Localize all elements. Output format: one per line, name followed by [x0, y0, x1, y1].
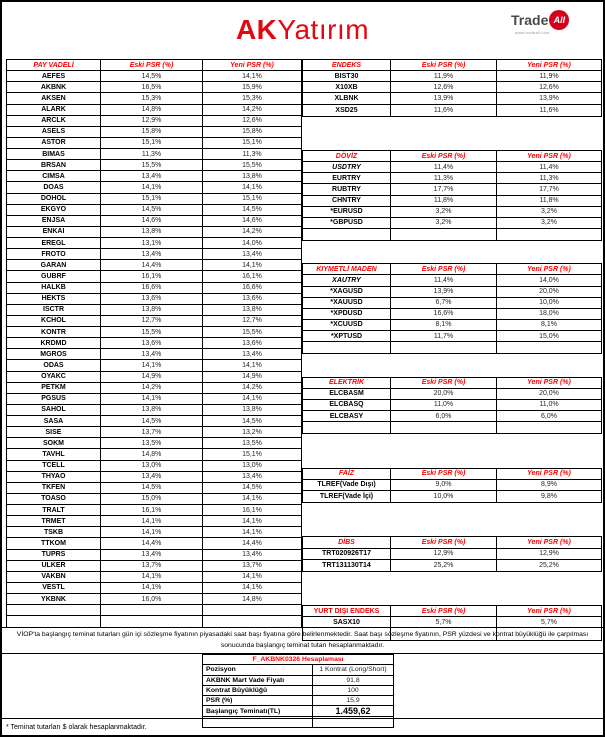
- col-header-eski-psr: Eski PSR (%): [391, 469, 497, 480]
- yeni-psr-value: 14,5%: [203, 416, 301, 427]
- eski-psr-value: 16,1%: [101, 271, 203, 282]
- yeni-psr-value: 12,6%: [203, 116, 301, 127]
- col-header-yeni-psr: Yeni PSR (%): [497, 60, 601, 71]
- yeni-psr-value: 13,4%: [203, 349, 301, 360]
- instrument-name: TRT131130T14: [303, 560, 391, 571]
- eski-psr-value: 16,6%: [391, 309, 497, 320]
- yeni-psr-value: 15,9%: [203, 82, 301, 93]
- instrument-name: ISCTR: [7, 305, 101, 316]
- instrument-name: BRSAN: [7, 160, 101, 171]
- instrument-name: VAKBN: [7, 572, 101, 583]
- eski-psr-value: 14,1%: [101, 572, 203, 583]
- eski-psr-value: 14,1%: [101, 360, 203, 371]
- instrument-name: SOKM: [7, 438, 101, 449]
- section-endeks: [302, 59, 602, 117]
- eski-psr-value: 6,7%: [391, 298, 497, 309]
- col-header-eski-psr: Eski PSR (%): [101, 60, 203, 71]
- empty-cell: [101, 616, 203, 627]
- eski-psr-value: 11,4%: [391, 275, 497, 286]
- yeni-psr-value: 20,0%: [497, 287, 601, 298]
- section-faiz: [302, 468, 602, 503]
- eski-psr-value: 14,8%: [101, 105, 203, 116]
- instrument-name: DOHOL: [7, 194, 101, 205]
- yeni-psr-value: 9,8%: [541, 492, 557, 500]
- col-header-yeni-psr: Yeni PSR (%): [497, 264, 601, 275]
- instrument-name: *XPTUSD: [303, 331, 391, 342]
- eski-psr-value: 13,8%: [101, 305, 203, 316]
- yeni-psr-value: 15,1%: [203, 194, 301, 205]
- yeni-psr-value: 13,4%: [203, 550, 301, 561]
- yeni-psr-value: 15,1%: [203, 138, 301, 149]
- instrument-name: *XAGUSD: [303, 287, 391, 298]
- eski-psr-value: 11,3%: [101, 149, 203, 160]
- empty-cell: [497, 422, 601, 433]
- yeni-psr-value: 14,4%: [203, 538, 301, 549]
- instrument-name: SAHOL: [7, 405, 101, 416]
- eski-psr-value: 13,9%: [391, 93, 497, 104]
- right-sections-column: [302, 59, 602, 641]
- section-pay-vadeli: [6, 59, 302, 628]
- yeni-psr-value: 14,1%: [203, 572, 301, 583]
- empty-cell: [391, 229, 497, 240]
- yeni-psr-value: 13,5%: [203, 438, 301, 449]
- instrument-name: TLREF(Vade Dışı): [303, 480, 391, 491]
- calc-label: Pozisyon: [203, 665, 313, 675]
- calc-value: 1 Kontrat (Long/Short): [313, 665, 393, 675]
- yeni-psr-value: 20,0%: [497, 389, 601, 400]
- calc-label: AKBNK Mart Vade Fiyatı: [203, 676, 313, 686]
- yeni-psr-value: 15,3%: [203, 93, 301, 104]
- col-header-yeni-psr: Yeni PSR (%): [497, 537, 601, 548]
- yeni-psr-value: 5,7%: [497, 617, 601, 628]
- col-header-eski-psr: Eski PSR (%): [391, 606, 497, 617]
- instrument-name: SISE: [7, 427, 101, 438]
- yeni-psr-value: 14,1%: [203, 394, 301, 405]
- section-title-elektrik: ELEKTRİK: [303, 378, 391, 389]
- section-elektrik: [302, 377, 602, 435]
- instrument-name: DOAS: [7, 182, 101, 193]
- eski-psr-value: 15,0%: [101, 494, 203, 505]
- yeni-psr-value: 14,6%: [203, 216, 301, 227]
- eski-psr-value: 3,2%: [391, 207, 497, 218]
- yeni-psr-value: 14,5%: [203, 205, 301, 216]
- yeni-psr-value: 13,9%: [497, 93, 601, 104]
- eski-psr-value: 13,4%: [101, 249, 203, 260]
- instrument-name: ULKER: [7, 561, 101, 572]
- section-title-doviz: DÖVİZ: [303, 151, 391, 162]
- yeni-psr-value: 14,1%: [203, 494, 301, 505]
- instrument-name: TRALT: [7, 505, 101, 516]
- yeni-psr-value: 14,1%: [203, 516, 301, 527]
- section-title-endeks: ENDEKS: [303, 60, 391, 71]
- empty-cell: [303, 342, 391, 353]
- eski-psr-value: 14,2%: [101, 383, 203, 394]
- instrument-name: VESTL: [7, 583, 101, 594]
- instrument-name: HEKTS: [7, 294, 101, 305]
- yeni-psr-value: 14,9%: [203, 372, 301, 383]
- instrument-name: CIMSA: [7, 171, 101, 182]
- eski-psr-value: 11,8%: [391, 196, 497, 207]
- eski-psr-value: 14,5%: [101, 205, 203, 216]
- eski-psr-value: 12,7%: [101, 316, 203, 327]
- instrument-name: USDTRY: [303, 162, 391, 173]
- col-header-yeni-psr: Yeni PSR (%): [203, 60, 301, 71]
- eski-psr-value: 14,1%: [101, 516, 203, 527]
- instrument-name: XLBNK: [303, 93, 391, 104]
- section-title-yurt-disi-endeks: YURT DIŞI ENDEKS: [303, 606, 391, 617]
- eski-psr-value: 12,9%: [391, 549, 497, 560]
- col-header-yeni-psr: Yeni PSR (%): [497, 606, 601, 617]
- yeni-psr-value: 14,1%: [203, 360, 301, 371]
- yeni-psr-value: 14,1%: [203, 527, 301, 538]
- yeni-psr-value: 15,0%: [497, 331, 601, 342]
- yeni-psr-value: 13,6%: [203, 338, 301, 349]
- calc-value: 91,8: [313, 676, 393, 686]
- eski-psr-value: 8,1%: [391, 320, 497, 331]
- instrument-name: ELCBASQ: [303, 400, 391, 411]
- yeni-psr-value: 16,6%: [203, 283, 301, 294]
- eski-psr-value: 15,5%: [101, 160, 203, 171]
- yeni-psr-value: 13,7%: [203, 561, 301, 572]
- instrument-name: TTKOM: [7, 538, 101, 549]
- instrument-name: TAVHL: [7, 449, 101, 460]
- instrument-name: ODAS: [7, 360, 101, 371]
- col-header-eski-psr: Eski PSR (%): [391, 264, 497, 275]
- eski-psr-value: 14,5%: [101, 483, 203, 494]
- instrument-name: *XPDUSD: [303, 309, 391, 320]
- yeni-psr-value: 14,0%: [203, 238, 301, 249]
- instrument-name: TKFEN: [7, 483, 101, 494]
- eski-psr-value: 15,5%: [101, 327, 203, 338]
- instrument-name: ELCBASY: [303, 411, 391, 422]
- instrument-name: EURTRY: [303, 173, 391, 184]
- eski-psr-value: 14,1%: [101, 182, 203, 193]
- calc-value: 1.459,62: [313, 706, 393, 716]
- calc-value: 15,9: [313, 696, 393, 706]
- instrument-name: *XAUUSD: [303, 298, 391, 309]
- instrument-name: TLREF(Vade İçi): [303, 491, 391, 502]
- yeni-psr-value: 12,9%: [497, 549, 601, 560]
- eski-psr-value: 14,6%: [101, 216, 203, 227]
- instrument-name: XAUTRY: [303, 275, 391, 286]
- eski-psr-value: 12,9%: [101, 116, 203, 127]
- instrument-name: XSD25: [303, 105, 391, 116]
- yeni-psr-value: 14,1%: [203, 583, 301, 594]
- yeni-psr-value: 13,8%: [203, 405, 301, 416]
- yeni-psr-value: 16,1%: [203, 271, 301, 282]
- empty-cell: [497, 342, 601, 353]
- col-header-eski-psr: Eski PSR (%): [391, 151, 497, 162]
- instrument-name: ASTOR: [7, 138, 101, 149]
- instrument-name: GUBRF: [7, 271, 101, 282]
- yeni-psr-value: 18,0%: [497, 309, 601, 320]
- calc-label: PSR (%): [203, 696, 313, 706]
- yeni-psr-value: 11,0%: [497, 400, 601, 411]
- empty-cell: [7, 616, 101, 627]
- eski-psr-value: 13,4%: [101, 550, 203, 561]
- section-dibs: [302, 536, 602, 571]
- eski-psr-value: 16,6%: [101, 283, 203, 294]
- yeni-psr-value: 14,8%: [203, 594, 301, 605]
- yeni-psr-value: 15,1%: [203, 449, 301, 460]
- eski-psr-value: 11,9%: [391, 71, 497, 82]
- eski-psr-value: 16,1%: [101, 505, 203, 516]
- instrument-name: TCELL: [7, 461, 101, 472]
- instrument-name: X10XB: [303, 82, 391, 93]
- empty-cell: [391, 342, 497, 353]
- tradeall-url: www.tradeall.com: [515, 30, 550, 35]
- section-title-kiymetli-maden: KIYMETLİ MADEN: [303, 264, 391, 275]
- yeni-psr-value: 14,1%: [203, 182, 301, 193]
- usd-margin-footnote: * Teminat tutarları $ olarak hesaplanmaktadır.: [2, 718, 603, 735]
- tradeall-trade-text: Trade: [511, 12, 549, 28]
- eski-psr-value: 16,0%: [101, 594, 203, 605]
- eski-psr-value: 9,0%: [391, 480, 497, 491]
- empty-cell: [497, 229, 601, 240]
- empty-cell: [303, 422, 391, 433]
- section-doviz: [302, 150, 602, 241]
- yeni-psr-value: 13,8%: [203, 305, 301, 316]
- instrument-name: RUBTRY: [303, 184, 391, 195]
- eski-psr-value: 13,6%: [101, 338, 203, 349]
- instrument-name: ELCBASM: [303, 389, 391, 400]
- col-header-eski-psr: Eski PSR (%): [391, 537, 497, 548]
- eski-psr-value: 13,0%: [101, 461, 203, 472]
- eski-psr-value: 15,8%: [101, 127, 203, 138]
- eski-psr-value: 11,4%: [391, 162, 497, 173]
- yeni-psr-value: 14,1%: [203, 260, 301, 271]
- eski-psr-value: 11,7%: [391, 331, 497, 342]
- instrument-name: *XCUUSD: [303, 320, 391, 331]
- section-title-faiz: FAİZ: [303, 469, 391, 480]
- page-header: [2, 2, 603, 57]
- logo-ak-text: AK: [235, 14, 278, 45]
- eski-psr-value: 13,8%: [101, 405, 203, 416]
- yeni-psr-value: 8,1%: [497, 320, 601, 331]
- instrument-name: HALKB: [7, 283, 101, 294]
- instrument-name: BIST30: [303, 71, 391, 82]
- instrument-name: SASA: [7, 416, 101, 427]
- instrument-name: AEFES: [7, 71, 101, 82]
- yeni-psr-value: 13,4%: [203, 249, 301, 260]
- eski-psr-value: 11,0%: [391, 400, 497, 411]
- empty-cell: [7, 605, 101, 616]
- eski-psr-value: 12,6%: [391, 82, 497, 93]
- eski-psr-value: 14,5%: [101, 416, 203, 427]
- eski-psr-value: 14,4%: [101, 260, 203, 271]
- eski-psr-value: 13,1%: [101, 238, 203, 249]
- empty-cell: [391, 422, 497, 433]
- yeni-psr-value: 14,1%: [203, 71, 301, 82]
- eski-psr-value: 14,1%: [101, 527, 203, 538]
- eski-psr-value: 15,1%: [101, 138, 203, 149]
- eski-psr-value: 14,8%: [101, 449, 203, 460]
- yeni-psr-value: 11,9%: [497, 71, 601, 82]
- yeni-psr-value: 16,1%: [203, 505, 301, 516]
- instrument-name: AKBNK: [7, 82, 101, 93]
- instrument-name: TOASO: [7, 494, 101, 505]
- yeni-psr-value: 11,8%: [497, 196, 601, 207]
- eski-psr-value: 14,5%: [101, 71, 203, 82]
- empty-cell: [203, 605, 301, 616]
- instrument-name: PGSUS: [7, 394, 101, 405]
- yeni-psr-value: 11,6%: [539, 106, 559, 114]
- instrument-name: CHNTRY: [303, 196, 391, 207]
- yeni-psr-value: 25,2%: [539, 561, 559, 569]
- yeni-psr-value: 3,2%: [497, 207, 601, 218]
- eski-psr-value: 13,4%: [101, 472, 203, 483]
- eski-psr-value: 5,7%: [391, 617, 497, 628]
- calc-value: 100: [313, 686, 393, 696]
- eski-psr-value: 15,1%: [101, 194, 203, 205]
- eski-psr-value: 14,1%: [101, 583, 203, 594]
- instrument-name: *GBPUSD: [303, 218, 391, 229]
- instrument-name: KCHOL: [7, 316, 101, 327]
- eski-psr-value: 13,7%: [101, 561, 203, 572]
- instrument-name: MGROS: [7, 349, 101, 360]
- eski-psr-value: 13,4%: [101, 171, 203, 182]
- yeni-psr-value: 14,2%: [203, 383, 301, 394]
- yeni-psr-value: 14,2%: [203, 227, 301, 238]
- yeni-psr-value: 13,4%: [203, 472, 301, 483]
- instrument-name: YKBNK: [7, 594, 101, 605]
- col-header-yeni-psr: Yeni PSR (%): [497, 469, 601, 480]
- empty-cell: [303, 229, 391, 240]
- eski-psr-value: 10,0%: [391, 491, 497, 502]
- yeni-psr-value: 11,3%: [203, 149, 301, 160]
- instrument-name: ENJSA: [7, 216, 101, 227]
- yeni-psr-value: 11,4%: [497, 162, 601, 173]
- yeni-psr-value: 12,6%: [497, 82, 601, 93]
- yeni-psr-value: 14,0%: [497, 275, 601, 286]
- eski-psr-value: 17,7%: [391, 184, 497, 195]
- yeni-psr-value: 17,7%: [497, 184, 601, 195]
- yeni-psr-value: 13,8%: [203, 171, 301, 182]
- instrument-name: KONTR: [7, 327, 101, 338]
- yeni-psr-value: 11,3%: [497, 173, 601, 184]
- eski-psr-value: 16,5%: [101, 82, 203, 93]
- eski-psr-value: 13,7%: [101, 427, 203, 438]
- eski-psr-value: 14,4%: [101, 538, 203, 549]
- calc-title: F_AKBNK0326 Hesaplaması: [203, 655, 393, 665]
- logo-yatirim-text: Yatırım: [277, 14, 370, 45]
- calc-label: Başlangıç Teminatı(TL): [203, 706, 313, 716]
- yeni-psr-value: 15,5%: [203, 327, 301, 338]
- col-header-eski-psr: Eski PSR (%): [391, 60, 497, 71]
- eski-psr-value: 13,5%: [101, 438, 203, 449]
- yeni-psr-value: 13,2%: [203, 427, 301, 438]
- eski-psr-value: 13,4%: [101, 349, 203, 360]
- instrument-name: EKGYO: [7, 205, 101, 216]
- yeni-psr-value: 10,0%: [497, 298, 601, 309]
- yeni-psr-value: 13,6%: [203, 294, 301, 305]
- yeni-psr-value: 6,0%: [497, 411, 601, 422]
- tradeall-logo: [511, 10, 591, 35]
- instrument-name: PETKM: [7, 383, 101, 394]
- empty-cell: [203, 616, 301, 627]
- instrument-name: SASX10: [303, 617, 391, 628]
- instrument-name: KRDMD: [7, 338, 101, 349]
- instrument-name: TSKB: [7, 527, 101, 538]
- instrument-name: TUPRS: [7, 550, 101, 561]
- yeni-psr-value: 13,0%: [203, 461, 301, 472]
- eski-psr-value: 25,2%: [391, 560, 497, 571]
- eski-psr-value: 13,9%: [391, 287, 497, 298]
- instrument-name: TRT020926T17: [303, 549, 391, 560]
- instrument-name: ALARK: [7, 105, 101, 116]
- col-header-yeni-psr: Yeni PSR (%): [497, 378, 601, 389]
- yeni-psr-value: 14,2%: [203, 105, 301, 116]
- yeni-psr-value: 12,7%: [203, 316, 301, 327]
- instrument-name: THYAO: [7, 472, 101, 483]
- instrument-name: OYAKC: [7, 372, 101, 383]
- col-header-eski-psr: Eski PSR (%): [391, 378, 497, 389]
- section-kiymetli-maden: [302, 263, 602, 354]
- akbnk-calculation-table: [202, 654, 394, 728]
- section-title-dibs: DİBS: [303, 537, 391, 548]
- instrument-name: AKSEN: [7, 93, 101, 104]
- eski-psr-value: 15,3%: [101, 93, 203, 104]
- eski-psr-value: 11,6%: [391, 105, 497, 116]
- yeni-psr-value: 8,9%: [497, 480, 601, 491]
- instrument-name: *EURUSD: [303, 207, 391, 218]
- instrument-name: TRMET: [7, 516, 101, 527]
- instrument-name: GARAN: [7, 260, 101, 271]
- yeni-psr-value: 3,2%: [497, 218, 601, 229]
- instrument-name: ASELS: [7, 127, 101, 138]
- margin-explanation-note: VİOP'ta başlangıç teminat tutarları gün içi sözleşme fiyatının piyasadaki saat başı fiyatına göre belirlenmektedir. Saat başı sözleşme fiyatının, PSR yüzdesi ve kontrat büyüklüğü ile çarpılması sonucunda başlangıç teminat tutarı hesaplanmaktadır.: [2, 627, 603, 654]
- eski-psr-value: 14,9%: [101, 372, 203, 383]
- eski-psr-value: 13,6%: [101, 294, 203, 305]
- eski-psr-value: 13,8%: [101, 227, 203, 238]
- eski-psr-value: 6,0%: [391, 411, 497, 422]
- instrument-name: ENKAI: [7, 227, 101, 238]
- col-header-yeni-psr: Yeni PSR (%): [497, 151, 601, 162]
- yeni-psr-value: 15,8%: [203, 127, 301, 138]
- calc-label: Kontrat Büyüklüğü: [203, 686, 313, 696]
- eski-psr-value: 14,1%: [101, 394, 203, 405]
- yeni-psr-value: 15,5%: [203, 160, 301, 171]
- eski-psr-value: 3,2%: [391, 218, 497, 229]
- empty-cell: [101, 605, 203, 616]
- section-title-pay-vadeli: PAY VADELİ: [7, 60, 101, 71]
- tradeall-all-badge: All: [549, 10, 569, 30]
- pay-vadeli-column: [6, 59, 302, 628]
- yeni-psr-value: 14,5%: [203, 483, 301, 494]
- eski-psr-value: 20,0%: [391, 389, 497, 400]
- instrument-name: EREGL: [7, 238, 101, 249]
- instrument-name: FROTO: [7, 249, 101, 260]
- eski-psr-value: 11,3%: [391, 173, 497, 184]
- instrument-name: ARCLK: [7, 116, 101, 127]
- instrument-name: BIMAS: [7, 149, 101, 160]
